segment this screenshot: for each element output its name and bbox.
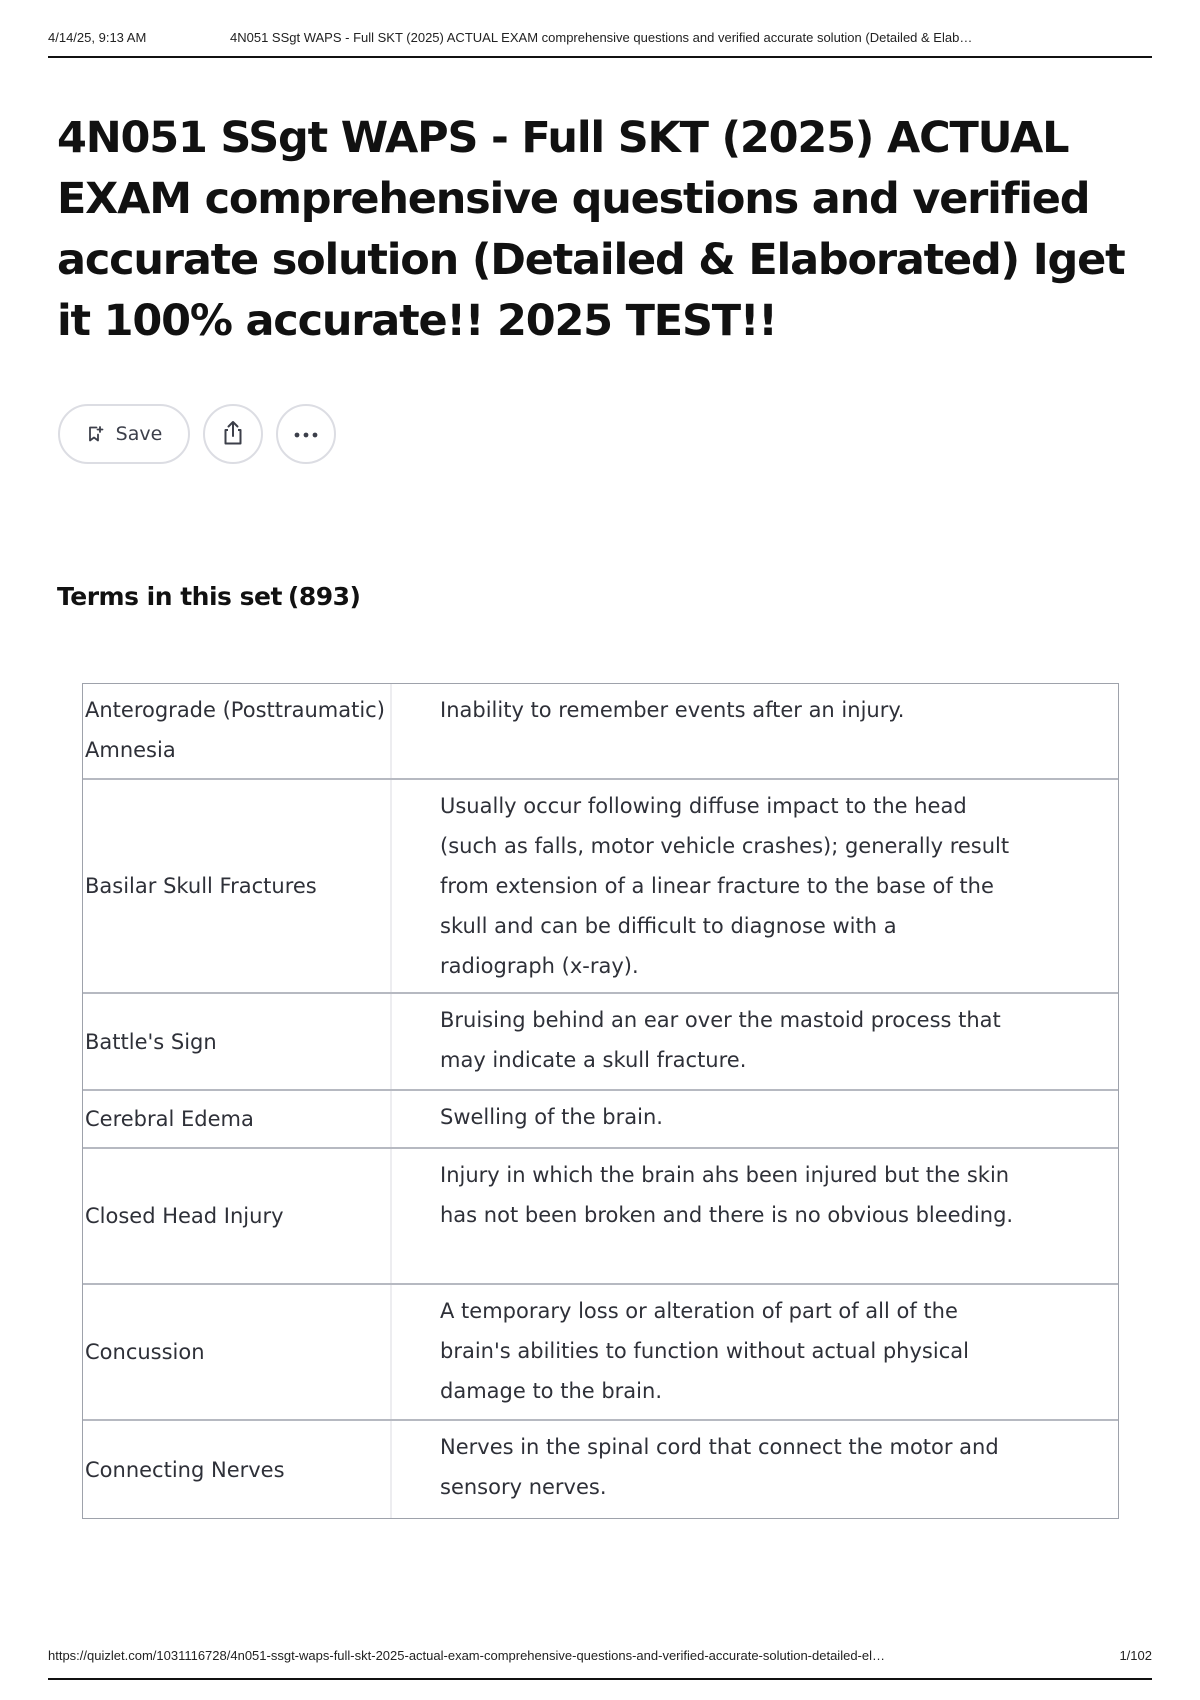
print-url: https://quizlet.com/1031116728/4n051-ssgt-waps-full-skt-2025-actual-exam-comprehensive-questions-and-verified-accurate-solution-detailed-el… (48, 1648, 885, 1663)
print-header (48, 30, 1152, 58)
page-title: 4N051 SSgt WAPS - Full SKT (2025) ACTUAL EXAM comprehensive questions and verified accurate solution (Detailed & Elaborated) Iget it 100% accurate!! 2025 TEST!! (57, 113, 1125, 346)
term-cell: Battle's Sign (83, 994, 392, 1089)
term-row (83, 1149, 1118, 1285)
term-cell: Anterograde (Posttraumatic) Amnesia (83, 684, 392, 778)
term-row (83, 684, 1118, 780)
term-cell: Cerebral Edema (83, 1091, 392, 1147)
term-row (83, 780, 1118, 994)
definition-cell: Inability to remember events after an injury. (440, 698, 905, 722)
definition-cell: Usually occur following diffuse impact to the head (such as falls, motor vehicle crashes); generally result from extension of a linear fracture to the base of the skull and can be difficult to diagnose with a radiograph (x-ray). (440, 794, 1010, 978)
definition-cell: A temporary loss or alteration of part of all of the brain's abilities to function without actual physical damage to the brain. (440, 1299, 969, 1403)
definition-cell: Bruising behind an ear over the mastoid process that may indicate a skull fracture. (440, 1008, 1001, 1072)
terms-heading-label: Terms in this set (57, 582, 282, 611)
definition-cell: Injury in which the brain ahs been injured but the skin has not been broken and there is no obvious bleeding. (440, 1163, 1014, 1227)
term-cell: Closed Head Injury (83, 1149, 392, 1283)
terms-table (82, 683, 1119, 1519)
term-cell: Basilar Skull Fractures (83, 780, 392, 992)
term-cell: Concussion (83, 1285, 392, 1419)
more-icon (293, 427, 319, 442)
term-row (83, 1285, 1118, 1421)
print-footer (48, 1648, 1152, 1680)
print-date: 4/14/25, 9:13 AM (48, 30, 147, 45)
bookmark-icon (86, 425, 104, 443)
terms-heading (57, 582, 360, 611)
term-row (83, 1421, 1118, 1518)
term-row (83, 994, 1118, 1091)
save-button[interactable] (58, 404, 190, 464)
term-cell: Connecting Nerves (83, 1421, 392, 1518)
terms-count: (893) (287, 582, 361, 611)
print-doc-title: 4N051 SSgt WAPS - Full SKT (2025) ACTUAL EXAM comprehensive questions and verified accurate solution (Detailed & Elab… (230, 30, 973, 45)
share-icon (220, 419, 246, 450)
share-button[interactable] (203, 404, 263, 464)
definition-cell: Swelling of the brain. (440, 1105, 663, 1129)
save-button-label: Save (115, 423, 163, 445)
more-button[interactable] (276, 404, 336, 464)
term-row (83, 1091, 1118, 1149)
action-bar (58, 404, 349, 464)
page-number: 1/102 (1119, 1648, 1152, 1663)
definition-cell: Nerves in the spinal cord that connect the motor and sensory nerves. (440, 1435, 999, 1499)
